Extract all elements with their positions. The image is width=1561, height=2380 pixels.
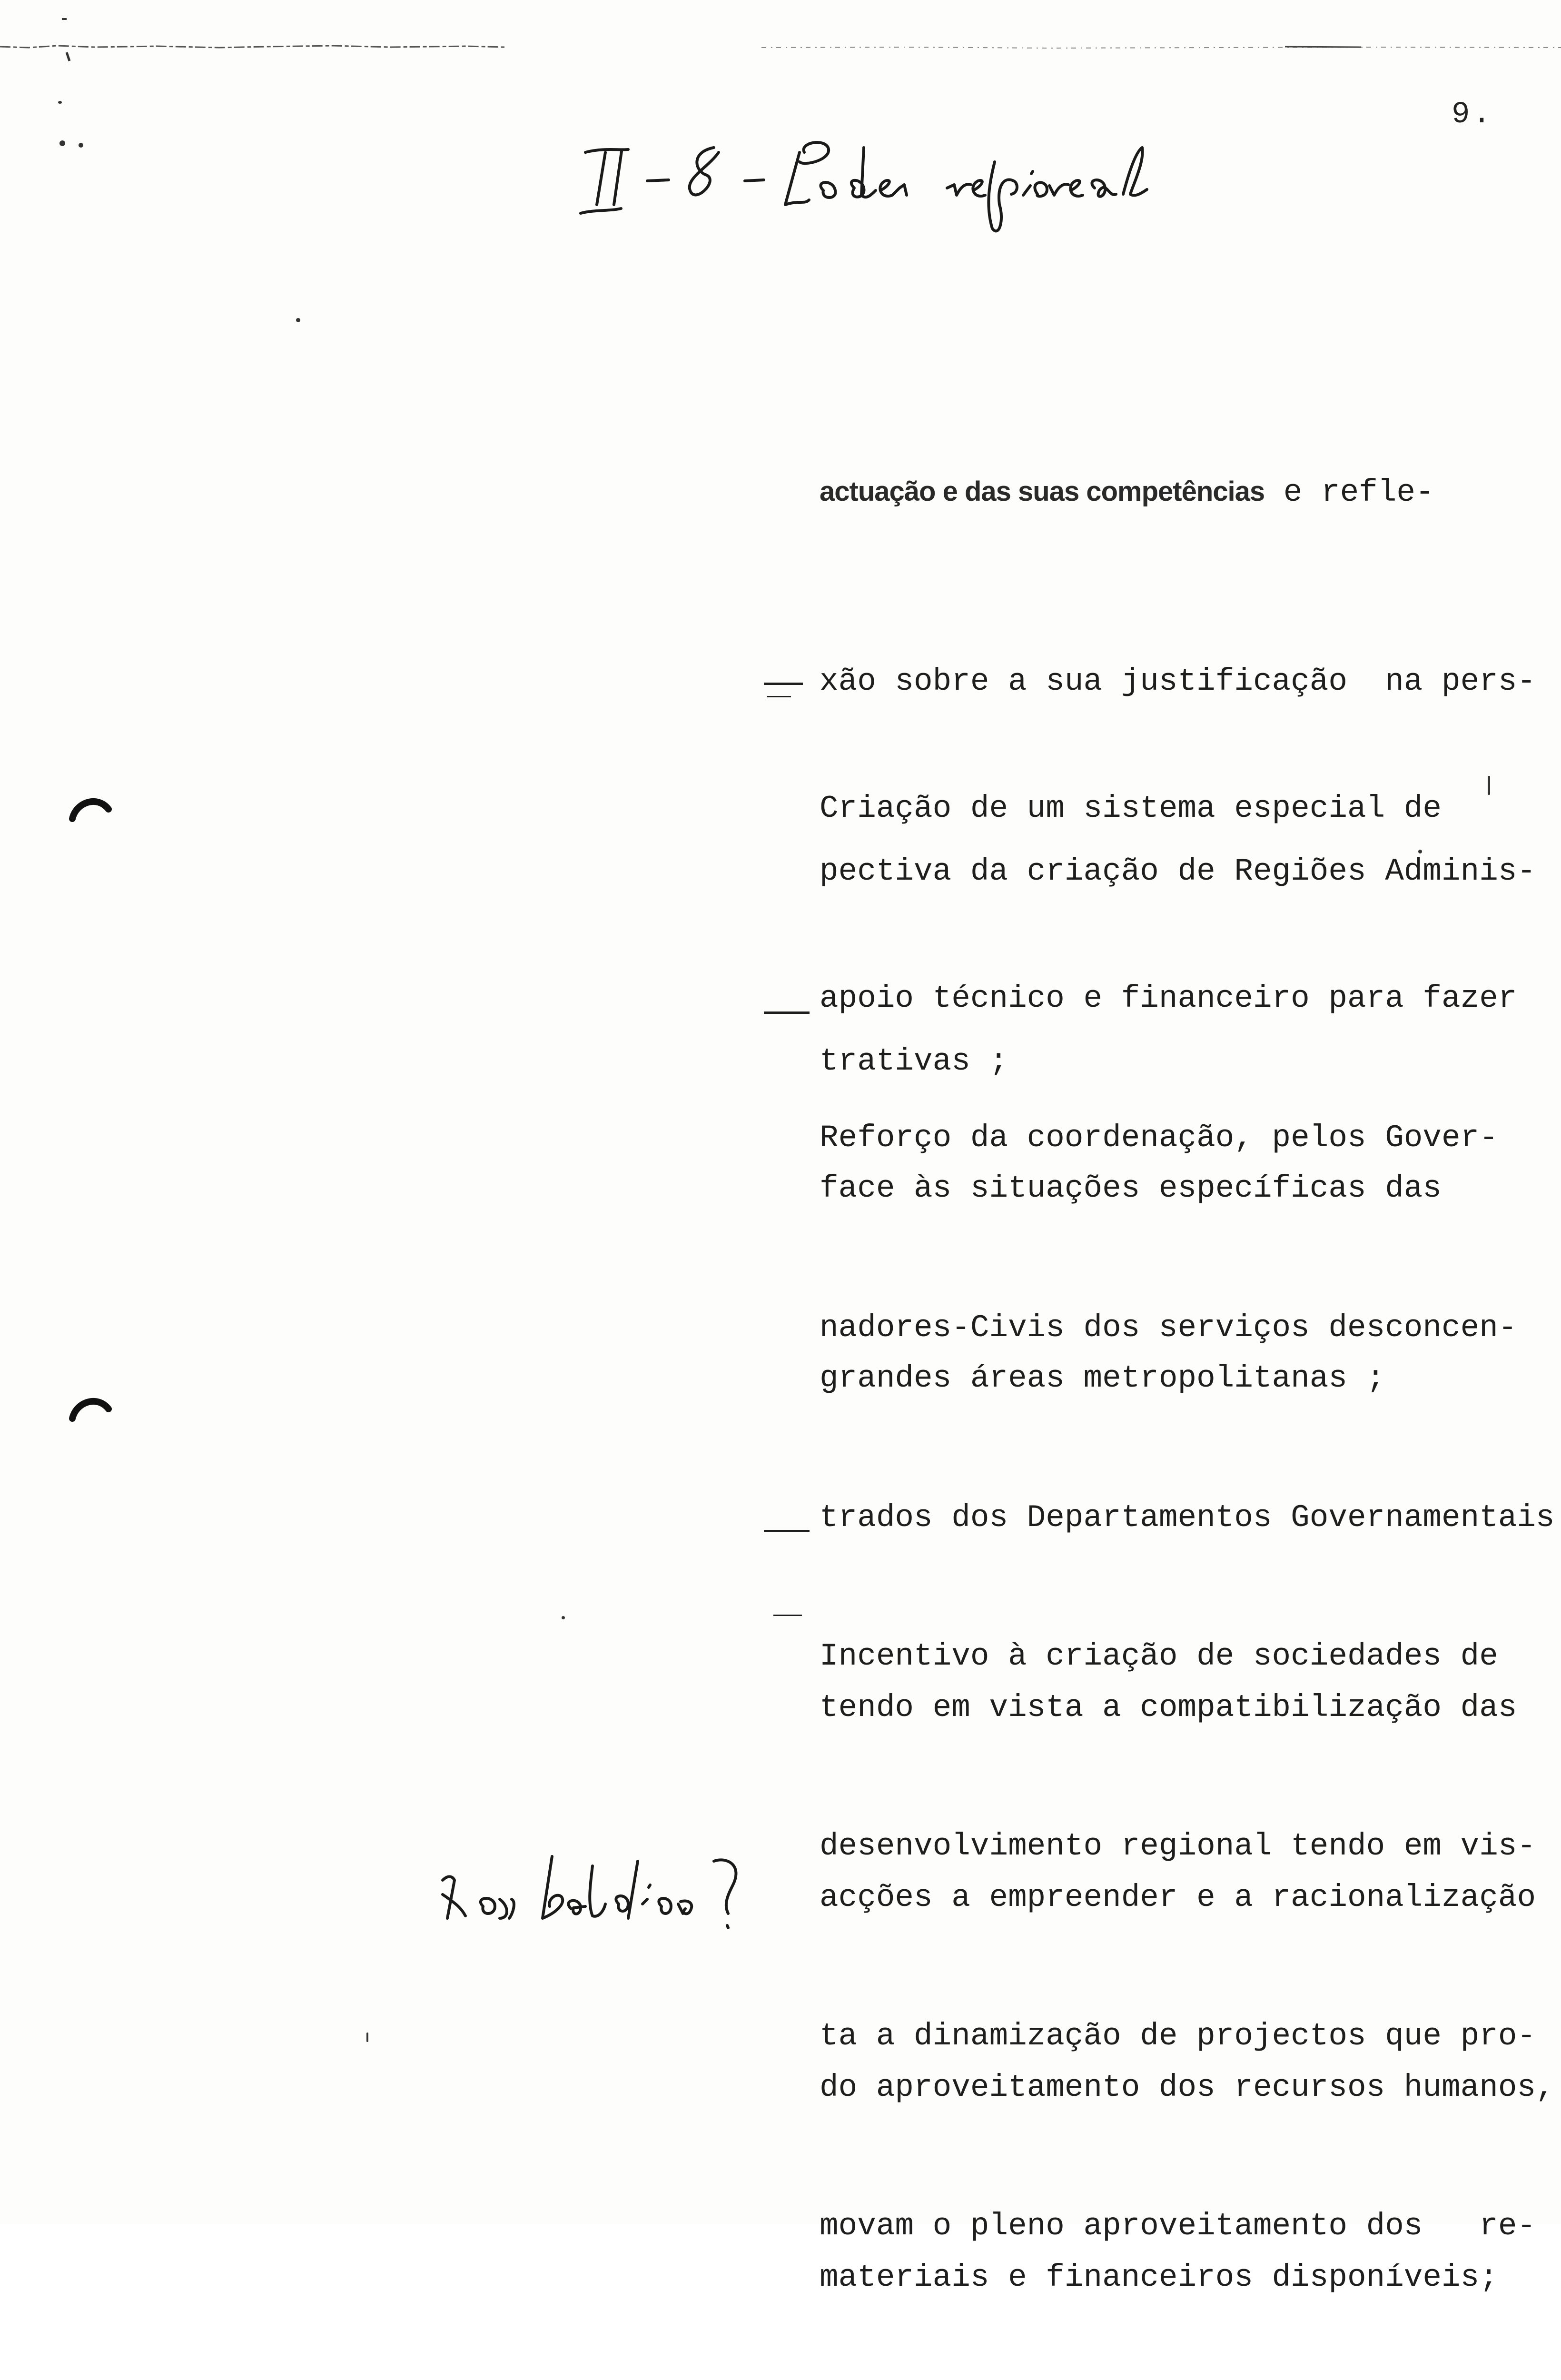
scan-edge-artifact (0, 0, 1561, 76)
text-line: xão sobre a sua justificação na pers- (820, 664, 1536, 699)
binding-mark (67, 790, 114, 828)
text-line: tendo em vista a compatibilização das (820, 1690, 1517, 1726)
scan-speck (58, 101, 62, 104)
scan-speck (79, 143, 83, 148)
text-line: nadores-Civis dos serviços desconcen- (820, 1310, 1517, 1346)
text-line: face às situações específicas das (820, 1170, 1442, 1206)
scan-speck (296, 318, 300, 322)
bullet-dash (764, 1012, 810, 1014)
typed-paragraph-4 (820, 1498, 1536, 2380)
text-line: movam o pleno aproveitamento dos re- (820, 2208, 1536, 2244)
handwritten-note (428, 1847, 847, 1942)
text-line: trados dos Departamentos Governamentais (820, 1500, 1555, 1536)
scan-speck (562, 1616, 565, 1619)
text-line: grandes áreas metropolitanas ; (820, 1360, 1385, 1396)
text-line: do aproveitamento dos recursos humanos, (820, 2070, 1555, 2105)
text-line: Criação de um sistema especial de (820, 791, 1442, 826)
text-line: ta a dinamização de projectos que pro- (820, 2018, 1536, 2054)
text-line: materiais e financeiros disponíveis; (820, 2260, 1498, 2295)
text-line: acções a empreender e a racionalização (820, 1880, 1536, 1915)
handwritten-heading (576, 133, 1176, 243)
text-line: desenvolvimento regional tendo em vis- (820, 1828, 1536, 1864)
text-line: Incentivo à criação de sociedades de (820, 1638, 1498, 1674)
scan-speck (59, 140, 65, 146)
text-line: apoio técnico e financeiro para fazer (820, 981, 1517, 1016)
inserted-text: actuação e das suas competências (820, 476, 1265, 507)
bullet-dash (764, 1530, 810, 1532)
scan-speck (1488, 776, 1490, 795)
text-line: Reforço da coordenação, pelos Gover- (820, 1120, 1498, 1156)
binding-mark (67, 1390, 114, 1428)
text-line: trativas ; (820, 1043, 1008, 1079)
scan-speck (366, 2033, 368, 2042)
page-number: 9. (1452, 98, 1494, 132)
text-line: actuação e das suas competências e refle- (820, 475, 1434, 510)
bullet-dash-underline (773, 1615, 802, 1616)
bullet-dash-underline (767, 696, 791, 697)
text-line: pectiva da criação de Regiões Adminis- (820, 853, 1536, 889)
bullet-dash (764, 683, 803, 685)
